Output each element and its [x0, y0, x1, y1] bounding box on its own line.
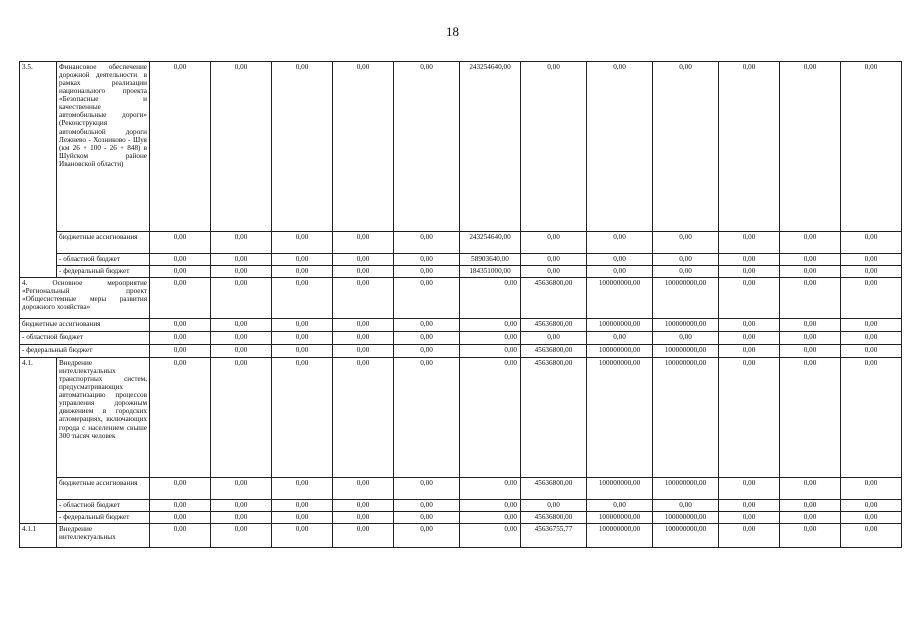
value-cell: 0,00 — [333, 478, 394, 500]
value-cell: 0,00 — [211, 478, 272, 500]
value-cell: 100000000,00 — [587, 345, 653, 358]
value-cell: 100000000,00 — [653, 358, 719, 478]
value-cell: 0,00 — [587, 266, 653, 278]
value-cell: 0,00 — [780, 319, 841, 332]
value-cell: 0,00 — [333, 332, 394, 345]
value-cell: 0,00 — [272, 62, 333, 232]
value-cell: 0,00 — [521, 254, 587, 266]
value-cell: 0,00 — [150, 345, 211, 358]
value-cell: 0,00 — [272, 332, 333, 345]
value-cell: 0,00 — [521, 500, 587, 512]
value-cell: 0,00 — [272, 345, 333, 358]
value-cell: 45636800,00 — [521, 345, 587, 358]
value-cell: 0,00 — [653, 332, 719, 345]
value-cell: 243254640,00 — [460, 62, 521, 232]
value-cell: 100000000,00 — [653, 345, 719, 358]
value-cell: 0,00 — [719, 358, 780, 478]
value-cell: 0,00 — [719, 332, 780, 345]
row-name: - федеральный бюджет — [57, 266, 150, 278]
value-cell: 0,00 — [780, 278, 841, 319]
value-cell: 0,00 — [841, 478, 902, 500]
table-row — [20, 232, 902, 254]
value-cell: 0,00 — [653, 254, 719, 266]
value-cell: 0,00 — [653, 500, 719, 512]
value-cell: 0,00 — [272, 358, 333, 478]
value-cell: 0,00 — [841, 512, 902, 524]
value-cell: 0,00 — [780, 266, 841, 278]
value-cell: 58903640,00 — [460, 254, 521, 266]
value-cell: 0,00 — [150, 254, 211, 266]
value-cell: 0,00 — [521, 266, 587, 278]
value-cell: 0,00 — [719, 512, 780, 524]
value-cell: 0,00 — [394, 478, 460, 500]
value-cell: 0,00 — [211, 332, 272, 345]
value-cell: 0,00 — [272, 478, 333, 500]
value-cell: 0,00 — [841, 524, 902, 548]
value-cell: 0,00 — [841, 254, 902, 266]
value-cell: 0,00 — [272, 254, 333, 266]
value-cell: 0,00 — [719, 278, 780, 319]
value-cell: 0,00 — [780, 478, 841, 500]
value-cell: 0,00 — [460, 500, 521, 512]
value-cell: 45636800,00 — [521, 319, 587, 332]
value-cell: 0,00 — [780, 345, 841, 358]
value-cell: 0,00 — [719, 345, 780, 358]
value-cell: 0,00 — [394, 500, 460, 512]
value-cell: 100000000,00 — [653, 512, 719, 524]
value-cell: 45636800,00 — [521, 478, 587, 500]
value-cell: 0,00 — [333, 254, 394, 266]
value-cell: 0,00 — [150, 278, 211, 319]
value-cell: 0,00 — [150, 524, 211, 548]
value-cell: 0,00 — [719, 266, 780, 278]
value-cell: 0,00 — [272, 500, 333, 512]
table-row — [20, 266, 902, 278]
value-cell: 0,00 — [521, 332, 587, 345]
row-name: бюджетные ассигнования — [20, 319, 150, 332]
value-cell: 100000000,00 — [587, 278, 653, 319]
value-cell: 100000000,00 — [587, 512, 653, 524]
value-cell: 0,00 — [333, 319, 394, 332]
value-cell: 45636800,00 — [521, 278, 587, 319]
value-cell: 0,00 — [150, 478, 211, 500]
value-cell: 100000000,00 — [653, 319, 719, 332]
value-cell: 0,00 — [211, 358, 272, 478]
value-cell: 0,00 — [587, 332, 653, 345]
value-cell: 0,00 — [460, 358, 521, 478]
value-cell: 0,00 — [719, 254, 780, 266]
value-cell: 0,00 — [460, 319, 521, 332]
row-name: - федеральный бюджет — [20, 345, 150, 358]
table-row — [20, 254, 902, 266]
row-name: бюджетные ассигнования — [57, 232, 150, 254]
value-cell: 0,00 — [719, 478, 780, 500]
value-cell: 0,00 — [460, 345, 521, 358]
value-cell: 0,00 — [653, 266, 719, 278]
row-name: - федеральный бюджет — [57, 512, 150, 524]
value-cell: 0,00 — [780, 512, 841, 524]
value-cell: 0,00 — [150, 62, 211, 232]
value-cell: 0,00 — [841, 232, 902, 254]
value-cell: 184351000,00 — [460, 266, 521, 278]
value-cell: 0,00 — [394, 358, 460, 478]
value-cell: 0,00 — [394, 332, 460, 345]
value-cell: 0,00 — [394, 524, 460, 548]
row-code: 4.1. — [20, 358, 57, 524]
value-cell: 0,00 — [460, 478, 521, 500]
value-cell: 0,00 — [460, 332, 521, 345]
row-name: Внедрение интеллектуальных транспортных систем, предусматривающих автоматизацию процессов управления дорожным движением в городских агломерациях, включающих города с населением свыше 300 тысяч человек — [57, 358, 150, 478]
value-cell: 100000000,00 — [653, 524, 719, 548]
value-cell: 0,00 — [333, 358, 394, 478]
value-cell: 0,00 — [841, 358, 902, 478]
value-cell: 0,00 — [587, 500, 653, 512]
value-cell: 100000000,00 — [653, 478, 719, 500]
table-row — [20, 278, 902, 319]
value-cell: 0,00 — [211, 254, 272, 266]
table-row — [20, 500, 902, 512]
value-cell: 0,00 — [460, 278, 521, 319]
value-cell: 100000000,00 — [653, 278, 719, 319]
row-name: - областной бюджет — [20, 332, 150, 345]
value-cell: 0,00 — [211, 278, 272, 319]
row-name: Внедрение интеллектуальных — [57, 524, 150, 548]
value-cell: 0,00 — [150, 500, 211, 512]
value-cell: 100000000,00 — [587, 358, 653, 478]
table-row — [20, 319, 902, 332]
value-cell: 0,00 — [211, 319, 272, 332]
value-cell: 0,00 — [719, 232, 780, 254]
table-row — [20, 478, 902, 500]
value-cell: 0,00 — [150, 332, 211, 345]
value-cell: 0,00 — [150, 358, 211, 478]
value-cell: 0,00 — [587, 62, 653, 232]
value-cell: 0,00 — [719, 524, 780, 548]
value-cell: 0,00 — [333, 278, 394, 319]
value-cell: 0,00 — [719, 62, 780, 232]
value-cell: 0,00 — [841, 500, 902, 512]
value-cell: 0,00 — [333, 266, 394, 278]
value-cell: 100000000,00 — [587, 524, 653, 548]
value-cell: 0,00 — [211, 524, 272, 548]
row-code: 3.5. — [20, 62, 57, 278]
value-cell: 0,00 — [841, 319, 902, 332]
value-cell: 0,00 — [780, 254, 841, 266]
value-cell: 0,00 — [150, 319, 211, 332]
value-cell: 0,00 — [780, 524, 841, 548]
value-cell: 0,00 — [460, 512, 521, 524]
value-cell: 0,00 — [211, 232, 272, 254]
value-cell: 0,00 — [653, 232, 719, 254]
value-cell: 243254640,00 — [460, 232, 521, 254]
row-name: - областной бюджет — [57, 254, 150, 266]
value-cell: 45636755,77 — [521, 524, 587, 548]
value-cell: 0,00 — [150, 232, 211, 254]
value-cell: 0,00 — [272, 278, 333, 319]
value-cell: 0,00 — [394, 319, 460, 332]
value-cell: 0,00 — [394, 254, 460, 266]
value-cell: 0,00 — [333, 512, 394, 524]
table-row — [20, 345, 902, 358]
value-cell: 0,00 — [394, 512, 460, 524]
row-name: 4. Основное мероприятие «Региональный проект «Общесистемные меры развития дорожного хозяйства» — [20, 278, 150, 319]
value-cell: 0,00 — [211, 500, 272, 512]
value-cell: 0,00 — [394, 266, 460, 278]
value-cell: 0,00 — [521, 232, 587, 254]
budget-table — [19, 61, 902, 548]
value-cell: 0,00 — [780, 358, 841, 478]
table-row — [20, 512, 902, 524]
row-code: 4.1.1 — [20, 524, 57, 548]
value-cell: 0,00 — [780, 500, 841, 512]
value-cell: 0,00 — [394, 278, 460, 319]
value-cell: 0,00 — [333, 524, 394, 548]
value-cell: 0,00 — [780, 232, 841, 254]
value-cell: 0,00 — [211, 345, 272, 358]
value-cell: 45636800,00 — [521, 358, 587, 478]
value-cell: 0,00 — [211, 512, 272, 524]
value-cell: 0,00 — [272, 266, 333, 278]
value-cell: 0,00 — [841, 345, 902, 358]
table-row — [20, 358, 902, 478]
value-cell: 0,00 — [521, 62, 587, 232]
value-cell: 0,00 — [333, 345, 394, 358]
value-cell: 0,00 — [333, 500, 394, 512]
page-number: 18 — [446, 24, 459, 39]
value-cell: 0,00 — [780, 332, 841, 345]
value-cell: 100000000,00 — [587, 319, 653, 332]
value-cell: 45636800,00 — [521, 512, 587, 524]
value-cell: 0,00 — [211, 62, 272, 232]
value-cell: 0,00 — [211, 266, 272, 278]
value-cell: 0,00 — [841, 62, 902, 232]
value-cell: 0,00 — [272, 232, 333, 254]
table-row — [20, 524, 902, 548]
value-cell: 0,00 — [394, 62, 460, 232]
value-cell: 0,00 — [653, 62, 719, 232]
value-cell: 0,00 — [719, 500, 780, 512]
table-row — [20, 62, 902, 232]
value-cell: 0,00 — [587, 232, 653, 254]
value-cell: 0,00 — [780, 62, 841, 232]
value-cell: 0,00 — [150, 512, 211, 524]
value-cell: 0,00 — [841, 266, 902, 278]
value-cell: 0,00 — [333, 62, 394, 232]
value-cell: 0,00 — [841, 332, 902, 345]
value-cell: 0,00 — [394, 345, 460, 358]
value-cell: 0,00 — [841, 278, 902, 319]
row-name: Финансовое обеспечение дорожной деятельности в рамках реализации национального проекта «Безопасные и качественные автомобильные дороги» (Реконструкция автомобильной дороги Лежнево - Хозниково - Шуя (км 26 + 100 - 26 + 848) в Шуйском районе Ивановской области) — [57, 62, 150, 232]
value-cell: 0,00 — [719, 319, 780, 332]
value-cell: 0,00 — [460, 524, 521, 548]
value-cell: 0,00 — [394, 232, 460, 254]
table-row — [20, 332, 902, 345]
value-cell: 100000000,00 — [587, 478, 653, 500]
value-cell: 0,00 — [587, 254, 653, 266]
row-name: - областной бюджет — [57, 500, 150, 512]
value-cell: 0,00 — [272, 319, 333, 332]
value-cell: 0,00 — [333, 232, 394, 254]
value-cell: 0,00 — [150, 266, 211, 278]
row-name: бюджетные ассигнования — [57, 478, 150, 500]
value-cell: 0,00 — [272, 512, 333, 524]
value-cell: 0,00 — [272, 524, 333, 548]
